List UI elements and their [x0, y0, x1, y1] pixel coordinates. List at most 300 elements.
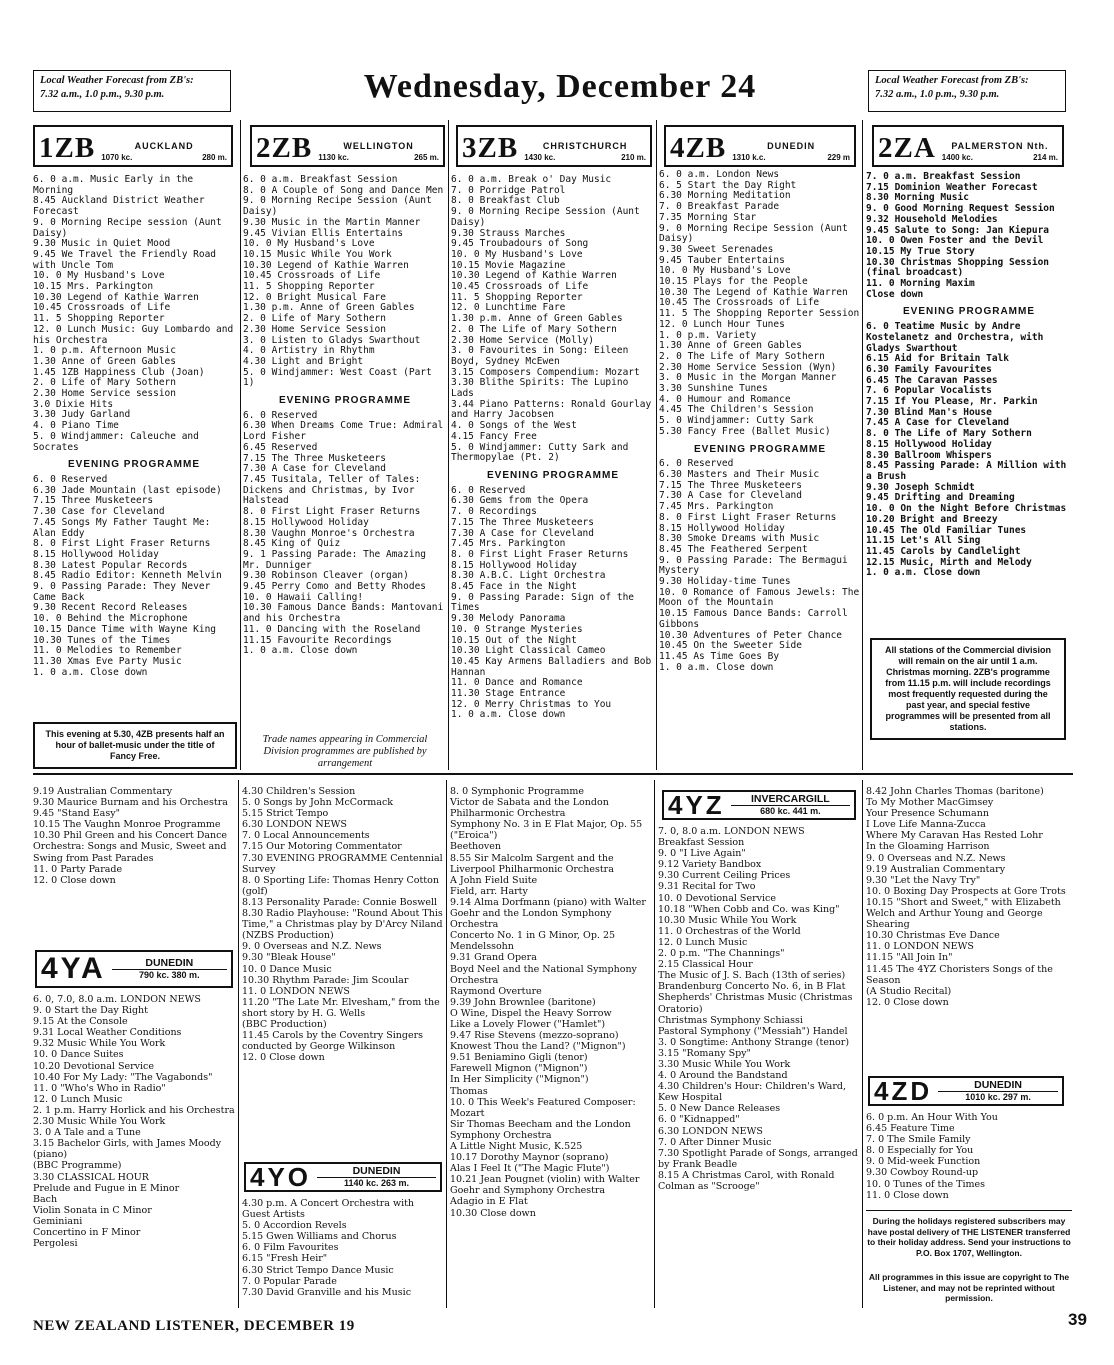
programme-item: 9.30 Sweet Serenades — [659, 243, 774, 255]
programme-item: 10. 0 This Week's Featured Composer: Mozart — [450, 1096, 636, 1119]
programme-item: 4. 0 Around the Bandstand — [658, 1070, 788, 1082]
programme-item: 9. 0 Overseas and N.Z. News — [866, 852, 1006, 864]
programme-item: 10. 0 Boxing Day Prospects at Gore Trots — [866, 885, 1066, 897]
programme-item: 6. 0 "Kidnapped" — [658, 1114, 740, 1126]
programme-item: 10. 0 Strange Mysteries — [451, 623, 583, 635]
programme-item: 7.35 Morning Star — [659, 211, 757, 223]
evening-heading: EVENING PROGRAMME — [486, 469, 619, 481]
programme-item: 6.30 Morning Meditation — [659, 190, 791, 202]
programme-item: 8.30 A.B.C. Light Orchestra — [451, 570, 606, 582]
programme-item: 8.30 Radio Playhouse: "Round About This Time," a Christmas play by D'Arcy Niland — [242, 908, 443, 931]
programme-item: O Wine, Dispel the Heavy Sorrow — [450, 1007, 612, 1019]
programme-item: 6. 0, 7.0, 8.0 a.m. LONDON NEWS — [33, 994, 201, 1005]
programme-item: 8.15 Hollywood Holiday — [33, 548, 159, 560]
programme-item: 8. 0 First Light Fraser Returns — [451, 548, 629, 560]
programme-item: 10. 0 Behind the Microphone — [33, 613, 188, 625]
programme-item: 7.45 Mrs. Parkington — [451, 538, 566, 550]
programme-item: 6.30 Family Favourites — [866, 363, 992, 375]
programme-item: 3.44 Piano Patterns: Ronald Gourlay and Harry Jacobsen — [451, 398, 652, 421]
programme-item: 7.30 Blind Man's House — [866, 406, 992, 418]
programme-list — [33, 786, 235, 886]
programme-item: Brandenburg Concerto No. 6, in B Flat — [658, 981, 846, 993]
programme-item: 9. 0 Passing Parade: They Never Came Back — [33, 581, 211, 603]
programme-item: 2.15 Classical Hour — [658, 959, 753, 971]
programme-list — [450, 786, 652, 1219]
programme-item: 9.30 Music in the Martin Manner — [243, 216, 421, 228]
programme-item: 1. 0 a.m. Close down — [33, 666, 148, 678]
programme-item: 5. 0 Windjammer: Cutty Sark and Thermopylae (Pt. 2) — [451, 441, 629, 464]
programme-item: 10.30 Adventures of Peter Chance — [659, 629, 843, 641]
programme-item: 8. 0 Sporting Life: Thomas Henry Cotton (golf) — [242, 874, 439, 897]
programme-item: 4.30 p.m. A Concert Orchestra with Guest Artists — [242, 1198, 415, 1221]
programme-item: 9. 0 Mid-week Function — [866, 1156, 981, 1168]
programme-item: 11. 0 Dance and Romance — [451, 677, 583, 689]
station-box-2za — [872, 125, 1064, 167]
station-freq: 790 kc. 380 m. — [139, 969, 200, 980]
programme-item: 6.45 Reserved — [243, 441, 318, 453]
programme-item: 11. 5 Shopping Reporter — [451, 291, 583, 303]
column-rule — [862, 780, 863, 1308]
programme-item: 9.32 Household Melodies — [866, 213, 998, 225]
programme-item: 10.45 Crossroads of Life — [243, 270, 381, 282]
programme-item: 4.30 Children's Session — [242, 786, 356, 797]
programme-item: 8.30 Vaughn Monroe's Orchestra — [243, 527, 415, 539]
programme-item: 4.45 The Children's Session — [659, 404, 814, 416]
programme-item: 8.30 Morning Music — [866, 192, 969, 204]
programme-item: 4.30 Light and Bright — [243, 355, 364, 367]
programme-item: Like a Lovely Flower ("Hamlet") — [450, 1018, 606, 1030]
programme-item: Symphony No. 3 in E Flat Major, Op. 55 ("Eroica") — [450, 819, 643, 842]
programme-item: 9. 0 Morning Recipe Session (Aunt Daisy) — [659, 222, 848, 245]
programme-item: Beethoven — [450, 841, 501, 853]
programme-item: 8.55 Sir Malcolm Sargent and the Liverpool Philharmonic Orchestra — [450, 852, 614, 875]
station-call: 4YZ — [668, 790, 725, 820]
programme-item: 11.20 "The Late Mr. Elvesham," from the short story by H. G. Wells — [242, 996, 440, 1019]
programme-item: 11.30 Xmas Eve Party Music — [33, 655, 182, 667]
programme-item: 6. 0 Reserved — [451, 484, 526, 496]
station-call: 4ZD — [874, 1076, 933, 1106]
programme-item: 9. 0 Passing Parade: The Bermagui Mystery — [659, 554, 848, 577]
programme-item: 11. 0 "Who's Who in Radio" — [33, 1082, 166, 1094]
programme-item: 10. 0 My Husband's Love — [451, 248, 583, 260]
programme-item: 7. 0 After Dinner Music — [658, 1136, 772, 1148]
programme-item: (BBC Programme) — [33, 1160, 122, 1172]
programme-item: 2.30 Home Service session — [33, 388, 176, 400]
programme-item: 8.42 John Charles Thomas (baritone) — [866, 786, 1044, 797]
programme-item: 3.30 Sunshine Tunes — [659, 383, 768, 395]
station-freq: 680 kc. 441 m. — [760, 805, 821, 816]
programme-item: 8.45 King of Quiz — [243, 538, 341, 550]
programme-item: 11.15 Let's All Sing — [866, 535, 981, 547]
programme-item: 11.15 "All Join In" — [866, 952, 953, 964]
programme-item: 8. 0 The Life of Mary Sothern — [866, 428, 1032, 440]
programme-item: 9. 1 Passing Parade: The Amazing Mr. Dunniger — [243, 548, 427, 571]
programme-item: 11. 0 Dancing with the Roseland — [243, 623, 421, 635]
programme-list — [866, 1112, 1072, 1201]
column-rule — [654, 780, 655, 1308]
programme-item: 6.45 The Caravan Passes — [866, 374, 998, 386]
programme-item: 10.30 Legend of Kathie Warren — [33, 291, 199, 303]
programme-item: 12. 0 Lunch Music — [658, 936, 748, 948]
programme-item: 7. 0 Local Announcements — [242, 830, 370, 842]
column-rule — [446, 780, 447, 1308]
programme-item: 10.45 The Crossroads of Life — [659, 297, 820, 309]
programme-item: 2. 0 The Life of Mary Sothern — [659, 350, 825, 362]
programme-item: 9.30 Current Ceiling Prices — [658, 870, 791, 882]
page-number: 39 — [1068, 1310, 1087, 1329]
col-bottom-1 — [33, 786, 235, 886]
programme-item: 7.15 The Three Musketeers — [243, 452, 386, 464]
programme-item: 8. 0 First Light Fraser Returns — [659, 511, 837, 523]
programme-item: 9.45 "Stand Easy" — [33, 808, 120, 820]
programme-item: Knowest Thou the Land? ("Mignon") — [450, 1041, 626, 1053]
programme-item: Adagio in E Flat — [450, 1196, 528, 1208]
programme-item: 7.45 Songs My Father Taught Me: Alan Eddy — [33, 516, 211, 539]
programme-item: 11.45 Carols by the Coventry Singers conducted by George Wilkinson — [242, 1030, 424, 1053]
programme-item: 9.45 Perry Como and Betty Rhodes — [243, 581, 427, 593]
station-box-4yo — [244, 1162, 442, 1192]
programme-item: 4. 0 Humour and Romance — [659, 393, 791, 405]
evening-heading: EVENING PROGRAMME — [902, 306, 1035, 318]
programme-item: 2. 0 p.m. "The Channings" — [658, 948, 785, 960]
weather-box-right — [868, 70, 1066, 112]
programme-item: 7.15 If You Please, Mr. Parkin — [866, 396, 1038, 408]
programme-item: To My Mother MacGimsey — [866, 797, 994, 809]
programme-list — [659, 170, 861, 438]
programme-item: 1.45 1ZB Happiness Club (Joan) — [33, 366, 205, 378]
station-city: PALMERSTON Nth. — [951, 141, 1049, 151]
note-1zb: This evening at 5.30, 4ZB presents half an hour of ballet-music under the title of Fancy Free. — [33, 722, 237, 769]
programme-item: 8.45 Passing Parade: A Million with a Brush — [866, 460, 1067, 482]
programme-item: 9.30 Holiday-time Tunes — [659, 576, 791, 588]
programme-item: 7.15 Our Motoring Commentator — [242, 841, 402, 853]
programme-item: 11. 5 The Shopping Reporter Session — [659, 308, 860, 320]
programme-item: 7.30 Case for Cleveland — [33, 506, 165, 518]
evening-heading: EVENING PROGRAMME — [67, 459, 200, 471]
station-call: 2ZB — [256, 132, 313, 164]
programme-item: 9.51 Beniamino Gigli (tenor) — [450, 1052, 588, 1064]
programme-item: 10. 0 Tunes of the Times — [866, 1178, 985, 1190]
programme-item: Thomas — [450, 1085, 488, 1097]
programme-item: 1.30 p.m. Anne of Green Gables — [243, 302, 415, 314]
programme-item: 1. 0 p.m. Variety — [659, 329, 757, 341]
programme-item: 9.30 Strauss Marches — [451, 227, 566, 239]
programme-item: 10.30 Music While You Work — [658, 914, 797, 926]
programme-item: 11.15 Favourite Recordings — [243, 634, 392, 646]
programme-item: 8.15 Hollywood Holiday — [451, 559, 577, 571]
programme-item: 7.45 Tusitala, Teller of Tales: Dickens and Christmas, by Ivor Halstead — [243, 473, 421, 507]
programme-item: 9.31 Local Weather Conditions — [33, 1027, 182, 1039]
programme-item: 9.30 Robinson Cleaver (organ) — [243, 570, 409, 582]
programme-item: 2.30 Home Service Session (Wyn) — [659, 361, 837, 373]
station-m: 265 m. — [414, 153, 439, 162]
programme-item: (BBC Production) — [242, 1018, 327, 1030]
station-freq: 1010 kc. 297 m. — [965, 1091, 1031, 1102]
programme-item: 7.30 A Case for Cleveland — [659, 490, 802, 502]
programme-item: 6. 0 Reserved — [33, 473, 108, 485]
programme-item: 1.30 p.m. Anne of Green Gables — [451, 313, 623, 325]
programme-item: 5. 0 Windjammer: Cutty Sark — [659, 415, 814, 427]
station-m: 214 m. — [1033, 153, 1058, 162]
programme-item: 5. 0 Songs by John McCormack — [242, 797, 394, 809]
programme-item: 7.30 Spotlight Parade of Songs, arranged by Frank Beadle — [658, 1147, 858, 1170]
programme-item: 8. 0 First Light Fraser Returns — [243, 506, 421, 518]
programme-item: 11. 5 Shopping Reporter — [33, 313, 165, 325]
programme-item: 11. 0 Close down — [866, 1189, 949, 1201]
programme-item: 3.15 Bachelor Girls, with James Moody (piano) — [33, 1138, 222, 1161]
column-rule — [862, 120, 863, 770]
station-freq: 1140 kc. 263 m. — [343, 1177, 410, 1188]
note-rule — [866, 1210, 1072, 1211]
programme-item: 8. 0 Especially for You — [866, 1145, 974, 1157]
programme-item: 7.30 A Case for Cleveland — [243, 463, 386, 475]
programme-item: Prelude and Fugue in E Minor — [33, 1182, 180, 1194]
programme-item: 9.14 Alma Dorfmann (piano) with Walter Goehr and the London Symphony Orchestra — [450, 896, 646, 931]
programme-item: 10.45 Crossroads of Life — [451, 281, 589, 293]
programme-item: 4. 0 Songs of the West — [451, 420, 577, 432]
programme-item: 9.32 Music While You Work — [33, 1038, 166, 1050]
programme-item: 3. 0 Music in the Morgan Manner — [659, 372, 837, 384]
col-3zb — [451, 175, 655, 721]
programme-item: Alas I Feel It ("The Magic Flute") — [450, 1163, 610, 1175]
programme-item: 10.15 Music While You Work — [243, 248, 392, 260]
programme-item: Shepherds' Christmas Music (Christmas Oratorio) — [658, 992, 853, 1015]
programme-item: 7. 0 The Smile Family — [866, 1134, 971, 1146]
programme-item: 8. 0 Breakfast Club — [451, 195, 560, 207]
weather-times: 7.32 a.m., 1.0 p.m., 9.30 p.m. — [875, 89, 1000, 100]
programme-item: 9.19 Australian Commentary — [33, 786, 173, 797]
programme-item: Geminiani — [33, 1215, 83, 1227]
programme-item: In Her Simplicity ("Mignon") — [450, 1074, 589, 1086]
station-kc: 1430 kc. — [524, 153, 556, 162]
programme-item: 3.0 Dixie Hits — [33, 398, 114, 410]
col-bottom-2b — [242, 1198, 444, 1298]
programme-item: 10.45 On the Sweeter Side — [659, 640, 802, 652]
programme-item: Breakfast Session — [658, 837, 745, 849]
programme-item: Concerto No. 1 in G Minor, Op. 25 — [450, 930, 616, 942]
programme-item: 9. 0 Morning Recipe Session (Aunt Daisy) — [451, 206, 640, 228]
station-city: CHRISTCHURCH — [542, 141, 628, 151]
programme-item: 7.30 David Granville and his Music — [242, 1286, 412, 1298]
station-city: DUNEDIN — [112, 958, 227, 970]
programme-item: 7. 0 a.m. Breakfast Session — [866, 171, 1021, 182]
programme-item: 9. 0 Good Morning Request Session — [866, 203, 1055, 215]
programme-item: 11. 0 Melodies to Remember — [33, 645, 182, 657]
programme-item: 11. 5 Shopping Reporter — [243, 281, 375, 293]
programme-item: 12. 0 Lunch Hour Tunes — [659, 318, 785, 330]
programme-list — [659, 459, 861, 673]
programme-item: 9.30 Recent Record Releases — [33, 602, 188, 614]
programme-item: 12. 0 Lunch Music: Guy Lombardo and his Orchestra — [33, 323, 234, 346]
column-rule — [240, 120, 241, 770]
programme-item: 7. 0 Recordings — [451, 506, 537, 518]
programme-list — [242, 1198, 444, 1298]
programme-item: A John Field Suite — [450, 874, 538, 886]
programme-item: 4. 0 Artistry in Rhythm — [243, 345, 375, 357]
note-holidays: During the holidays registered subscribers may have postal delivery of THE LISTENER transferred to their holiday address. Send your instructions to P.O. Box 1707, Wellington. — [867, 1216, 1071, 1258]
station-m: 229 m — [827, 153, 850, 162]
programme-item: I Love Life Manna-Zucca — [866, 819, 986, 831]
programme-item: 1. 0 a.m. Close down — [243, 645, 358, 657]
programme-item: Bach — [33, 1193, 58, 1205]
programme-item: 10.30 Close down — [450, 1207, 536, 1219]
weather-line: Local Weather Forecast from ZB's: — [40, 75, 194, 86]
programme-item: Your Presence Schumann — [866, 808, 989, 820]
programme-item: 6.15 "Fresh Heir" — [242, 1253, 328, 1265]
programme-item: 10.30 Rhythm Parade: Jim Scoular — [242, 974, 409, 986]
programme-item: (A Studio Recital) — [866, 985, 952, 997]
programme-item: 9. 0 Passing Parade: Sign of the Times — [451, 591, 635, 614]
programme-item: A Little Night Music, K.525 — [450, 1141, 583, 1152]
programme-item: 6. 0 Film Favourites — [242, 1242, 339, 1254]
col-2zb — [243, 175, 447, 657]
programme-item: 11.45 The 4YZ Choristers Songs of the Season — [866, 963, 1053, 986]
programme-item: 6. 0 p.m. An Hour With You — [866, 1112, 998, 1123]
programme-item: 4. 0 Piano Time — [33, 420, 119, 432]
programme-item: 7. 0 Breakfast Parade — [659, 201, 780, 213]
programme-item: In the Gloaming Harrison — [866, 841, 990, 853]
programme-item: 1. 0 a.m. Close down — [866, 567, 981, 579]
programme-item: 12. 0 Close down — [33, 874, 116, 886]
programme-item: Pergolesi — [33, 1238, 78, 1250]
programme-item: 2. 0 The Life of Mary Sothern — [451, 323, 617, 335]
column-rule — [656, 120, 657, 770]
programme-item: 6.30 LONDON NEWS — [242, 819, 347, 831]
programme-item: 7.45 A Case for Cleveland — [866, 417, 1009, 429]
programme-item: 12. 0 Merry Christmas to You — [451, 698, 612, 710]
station-kc: 1400 kc. — [941, 153, 973, 162]
programme-item: 6.30 LONDON NEWS — [658, 1125, 763, 1137]
programme-item: 11. 0 Orchestras of the World — [658, 925, 801, 937]
programme-item: 10. 0 Romance of Famous Jewels: The Moon of the Mountain — [659, 586, 860, 609]
programme-list — [33, 475, 235, 678]
programme-item: 10.30 Tunes of the Times — [33, 634, 171, 646]
col-bottom-4 — [658, 826, 860, 1192]
programme-item: 9.45 Vivian Ellis Entertains — [243, 227, 404, 239]
programme-item: 10.30 Phil Green and his Concert Dance Orchestra: Songs and Music, Sweet and Swing from Past Parades — [33, 830, 228, 864]
programme-item: 2. 1 p.m. Harry Horlick and his Orchestra — [33, 1104, 235, 1116]
programme-item: Field, arr. Harty — [450, 885, 528, 897]
programme-item: 8.15 Hollywood Holiday — [243, 516, 369, 528]
col-bottom-5b — [866, 1112, 1072, 1201]
programme-item: 4.30 Children's Hour: Children's Ward, Kew Hospital — [658, 1081, 846, 1104]
programme-item: 10.20 Bright and Breezy — [866, 513, 998, 525]
programme-item: 7.30 EVENING PROGRAMME Centennial Survey — [242, 852, 443, 875]
programme-item: 10.15 Plays for the People — [659, 276, 808, 288]
programme-item: 9.45 Tauber Entertains — [659, 254, 785, 266]
programme-item: 10. 0 On the Night Before Christmas — [866, 503, 1067, 515]
page-title: Wednesday, December 24 — [363, 68, 757, 105]
station-call: 1ZB — [39, 132, 96, 164]
programme-item: Close down — [866, 288, 924, 300]
note-2zb: Trade names appearing in Commercial Division programmes are published by arrangement — [262, 734, 428, 769]
programme-item: 8.15 Hollywood Holiday — [659, 522, 785, 534]
programme-item: 8.45 Face in the Night — [451, 581, 577, 593]
programme-item: 6. 0 a.m. Break o' Day Music — [451, 174, 612, 185]
programme-list — [451, 175, 655, 464]
programme-item: 1.30 Anne of Green Gables — [33, 355, 176, 367]
programme-item: 9.30 Music in Quiet Mood — [33, 238, 171, 250]
programme-item: 11. 0 Party Parade — [33, 863, 123, 875]
programme-item: 10.15 My True Story — [866, 245, 975, 257]
programme-item: Pastoral Symphony ("Messiah") Handel — [658, 1025, 848, 1037]
programme-item: 10.18 "When Cobb and Co. was King" — [658, 903, 840, 915]
programme-item: 6.30 Jade Mountain (last episode) — [33, 484, 222, 496]
programme-item: 10. 0 My Husband's Love — [243, 238, 375, 250]
programme-item: 3.15 Composers Compendium: Mozart — [451, 366, 640, 378]
programme-item: 8. 0 A Couple of Song and Dance Men — [243, 184, 444, 196]
programme-item: 3. 0 Listen to Gladys Swarthout — [243, 334, 421, 346]
programme-item: 8.45 The Feathered Serpent — [659, 543, 808, 555]
programme-list — [33, 994, 235, 1249]
programme-item: 9. 0 Morning Recipe session (Aunt Daisy) — [33, 216, 222, 239]
weather-box-left — [33, 70, 231, 112]
programme-item: Christmas Symphony Schiassi — [658, 1014, 803, 1026]
programme-item: 11. 0 LONDON NEWS — [242, 985, 350, 997]
programme-item: 11.45 As Time Goes By — [659, 650, 780, 662]
programme-item: Boyd Neel and the National Symphony Orchestra — [450, 963, 637, 986]
programme-item: Raymond Overture — [450, 985, 542, 997]
programme-item: 10.45 Kay Armens Balladiers and Bob Hannan — [451, 655, 652, 678]
programme-item: 9.15 At the Console — [33, 1016, 128, 1028]
programme-item: 6. 0 Teatime Music by Andre Kostelanetz and Orchestra, with Gladys Swarthout — [866, 321, 1044, 354]
programme-item: 10.30 Christmas Shopping Session (final broadcast) — [866, 256, 1050, 279]
programme-item: 9.30 Cowboy Round-up — [866, 1167, 979, 1179]
programme-item: 2.30 Home Service (Molly) — [451, 334, 594, 346]
programme-item: 12. 0 Bright Musical Fare — [243, 291, 386, 303]
programme-item: 9.30 Joseph Schmidt — [866, 481, 975, 493]
station-m: 210 m. — [621, 153, 646, 162]
programme-item: 9. 0 Start the Day Right — [33, 1005, 148, 1017]
programme-item: 12. 0 Close down — [866, 996, 949, 1008]
programme-item: 10.45 The Old Familiar Tunes — [866, 524, 1027, 536]
programme-item: 12.15 Music, Mirth and Melody — [866, 556, 1032, 568]
programme-item: 12. 0 Close down — [242, 1052, 325, 1064]
programme-item: 5. 0 Accordion Revels — [242, 1220, 347, 1232]
programme-item: 2.30 Home Service Session — [243, 323, 386, 335]
programme-item: 10.15 Dance Time with Wayne King — [33, 623, 217, 635]
programme-item: 9. 0 Overseas and N.Z. News — [242, 941, 382, 953]
note-2za: All stations of the Commercial division will remain on the air until 1 a.m. Christmas morning. 2ZB's programme from 11.15 p.m. will include recordings most frequently requested during the past year, and special festive programmes will be presented from all stations. — [870, 638, 1066, 740]
programme-item: Sir Thomas Beecham and the London Symphony Orchestra — [450, 1118, 631, 1141]
programme-item: 6.30 Gems from the Opera — [451, 495, 589, 507]
programme-item: 10. 0 My Husband's Love — [33, 270, 165, 282]
programme-item: 10.30 The Legend of Kathie Warren — [659, 286, 848, 298]
programme-item: 5.15 Gwen Williams and Chorus — [242, 1231, 397, 1243]
col-4zb — [659, 170, 861, 673]
programme-item: 11. 0 LONDON NEWS — [866, 941, 974, 953]
programme-item: 10.15 Mrs. Parkington — [33, 281, 154, 293]
station-call: 3ZB — [462, 132, 519, 164]
programme-item: 8.45 Auckland District Weather Forecast — [33, 195, 205, 218]
programme-item: Where My Caravan Has Rested Lohr — [866, 830, 1043, 842]
station-box-2zb — [250, 125, 445, 167]
programme-item: 9.47 Rise Stevens (mezzo-soprano) — [450, 1030, 619, 1042]
col-1zb — [33, 175, 235, 678]
programme-item: 1.30 Anne of Green Gables — [659, 340, 802, 352]
weather-times: 7.32 a.m., 1.0 p.m., 9.30 p.m. — [40, 89, 165, 100]
programme-item: 5.30 Fancy Free (Ballet Music) — [659, 425, 831, 437]
station-city: WELLINGTON — [343, 141, 414, 151]
programme-list — [451, 486, 655, 721]
programme-item: 9.45 We Travel the Friendly Road with Uncle Tom — [33, 248, 217, 271]
programme-list — [243, 411, 447, 657]
programme-item: 10. 0 Devotional Service — [658, 892, 776, 904]
programme-item: 3. 0 A Tale and a Tune — [33, 1127, 141, 1139]
programme-item: 10. 0 My Husband's Love — [659, 265, 791, 277]
programme-item: 6.30 When Dreams Come True: Admiral Lord Fisher — [243, 420, 444, 443]
station-call: 4ZB — [670, 132, 727, 164]
